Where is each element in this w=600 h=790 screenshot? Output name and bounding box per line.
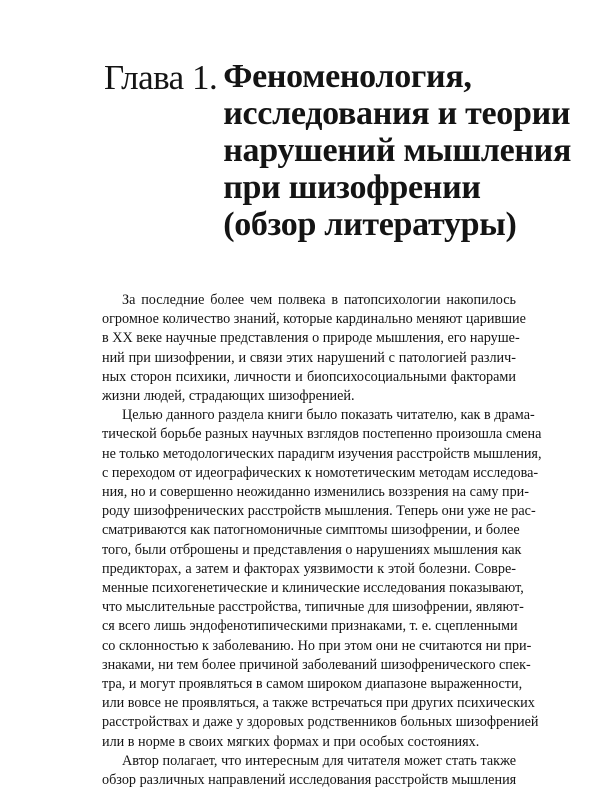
- paragraph-2: [102, 406, 542, 752]
- text-line: не только методологических парадигм изучения расстройств мышления,: [102, 445, 542, 462]
- chapter-title: [223, 58, 571, 243]
- text-line: того, были отброшены и представления о нарушениях мышления как: [102, 541, 522, 558]
- text-line: расстройствах и даже у здоровых родственников больных шизофренией: [102, 714, 539, 731]
- text-line: со склонностью к заболеванию. Но при этом они не считаются ни при-: [102, 637, 532, 654]
- text-line: ния, но и совершенно неожиданно изменились воззрения на саму при-: [102, 484, 529, 501]
- chapter-title-line: нарушений мышления: [223, 132, 572, 169]
- chapter-label: Глава 1.: [104, 58, 218, 97]
- text-line: в XX веке научные представления о природе мышления, его наруше-: [102, 330, 520, 347]
- text-line: роду шизофренических расстройств мышления. Теперь они уже не рас-: [102, 503, 536, 520]
- text-line: обзор различных направлений исследования расстройств мышления: [102, 772, 517, 789]
- text-line: ний при шизофрении, и связи этих нарушений с патологией различ-: [102, 349, 516, 366]
- text-line: ных сторон психики, личности и биопсихосоциальными факторами: [102, 368, 516, 385]
- text-line: жизни людей, страдающих шизофренией.: [102, 388, 355, 405]
- paragraph-3: [102, 752, 516, 790]
- text-line: За последние более чем полвека в патопсихологии накопилось: [122, 292, 516, 308]
- text-line: знаками, ни тем более причиной заболеваний шизофренического спек-: [102, 656, 531, 673]
- text-line: Автор полагает, что интересным для читателя может стать также: [122, 752, 516, 769]
- text-line: менные психогенетические и клинические исследования показывают,: [102, 580, 524, 597]
- chapter-title-line: при шизофрении: [223, 169, 481, 206]
- text-line: Целью данного раздела книги было показать читателю, как в драма-: [122, 407, 535, 424]
- chapter-heading: [104, 58, 571, 243]
- text-line: тра, и могут проявляться в самом широком диапазоне выраженности,: [102, 676, 523, 693]
- chapter-title-line: (обзор литературы): [223, 206, 517, 243]
- paragraph-1: [102, 291, 526, 406]
- text-line: или в норме в своих мягких формах и при особых состояниях.: [102, 733, 480, 750]
- text-line: огромное количество знаний, которые кардинально меняют царившие: [102, 311, 526, 328]
- body-text: [102, 291, 542, 790]
- chapter-title-line: исследования и теории: [223, 95, 571, 132]
- text-line: с переходом от идеографических к номотетическим методам исследова-: [102, 464, 539, 481]
- chapter-title-line: Феноменология,: [223, 58, 472, 95]
- text-line: или вовсе не проявляться, а также встречаться при других психических: [102, 695, 535, 712]
- text-line: сматриваются как патогномоничные симптомы шизофрении, и более: [102, 522, 520, 539]
- text-line: предикторах, а затем и факторах уязвимости к этой болезни. Совре-: [102, 560, 516, 577]
- text-line: ся всего лишь эндофенотипическими признаками, т. е. сцепленными: [102, 618, 518, 635]
- text-line: что мыслительные расстройства, типичные для шизофрении, являют-: [102, 599, 524, 616]
- text-line: тической борьбе разных научных взглядов постепенно произошла смена: [102, 426, 542, 443]
